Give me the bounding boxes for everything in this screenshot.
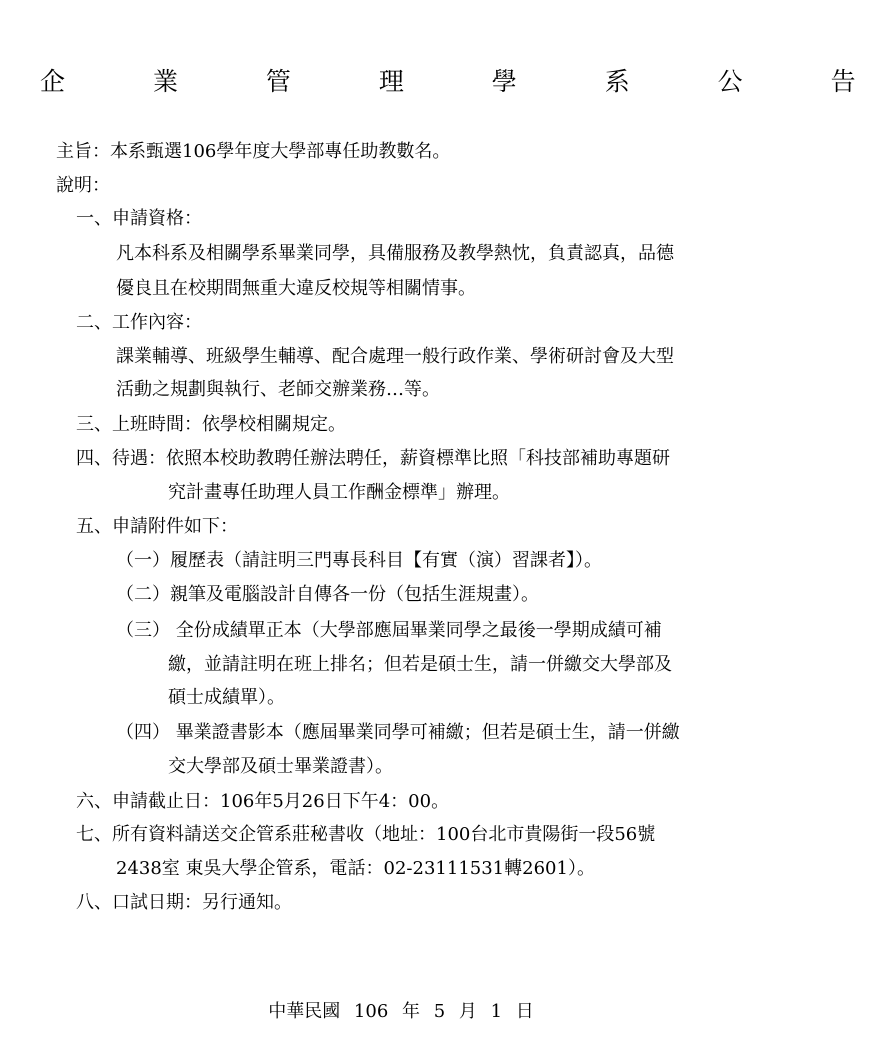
item-6: 六、申請截止日：106年5月26日下午4：00。	[76, 791, 450, 812]
item-5-attachment-3-line-3: 碩士成績單）。	[168, 687, 285, 708]
item-5-attachment-3-line-2: 繳，並請註明在班上排名；但若是碩士生，請一併繳交大學部及	[168, 654, 672, 675]
explain-label: 說明：	[56, 175, 110, 196]
item-5-attachment-4-line-2: 交大學部及碩士畢業證書）。	[168, 756, 393, 777]
item-2-body-line-1: 課業輔導、班級學生輔導、配合處理一般行政作業、學術研討會及大型	[116, 346, 674, 367]
item-7-line-1: 七、所有資料請送交企管系莊秘書收（地址：100台北市貴陽街一段56號	[76, 824, 656, 845]
item-1-body-line-1: 凡本科系及相關學系畢業同學，具備服務及教學熱忱，負責認真，品德	[116, 243, 674, 264]
item-5-attachment-1: （一）履歷表（請註明三門專長科目【有實（演）習課者】）。	[116, 550, 602, 571]
item-5-attachment-4-line-1: （四） 畢業證書影本（應屆畢業同學可補繳；但若是碩士生，請一併繳	[116, 722, 680, 743]
item-2-heading: 二、工作內容：	[76, 312, 202, 333]
subject-line: 主旨：本系甄選106學年度大學部專任助教數名。	[56, 141, 451, 162]
item-1-heading: 一、申請資格：	[76, 208, 202, 229]
item-8: 八、口試日期：另行通知。	[76, 892, 292, 913]
item-5-attachment-2: （二）親筆及電腦設計自傳各一份（包括生涯規畫）。	[116, 584, 539, 605]
item-2-body-line-2: 活動之規劃與執行、老師交辦業務…等。	[116, 379, 440, 400]
page-title: 企 業 管 理 學 系 公 告	[40, 67, 896, 96]
item-4-line-1: 四、待遇：依照本校助教聘任辦法聘任，薪資標準比照「科技部補助專題研	[76, 448, 670, 469]
item-5-attachment-3-line-1: （三） 全份成績單正本（大學部應屆畢業同學之最後一學期成績可補	[116, 620, 662, 641]
item-3: 三、上班時間：依學校相關規定。	[76, 414, 346, 435]
item-4-line-2: 究計畫專任助理人員工作酬金標準」辦理。	[168, 482, 510, 503]
item-7-line-2: 2438室 東吳大學企管系，電話：02-23111531轉2601）。	[116, 858, 595, 879]
announcement-date: 中華民國 106 年 5 月 1 日	[268, 1001, 534, 1022]
item-5-heading: 五、申請附件如下：	[76, 516, 238, 537]
item-1-body-line-2: 優良且在校期間無重大違反校規等相關情事。	[116, 278, 476, 299]
